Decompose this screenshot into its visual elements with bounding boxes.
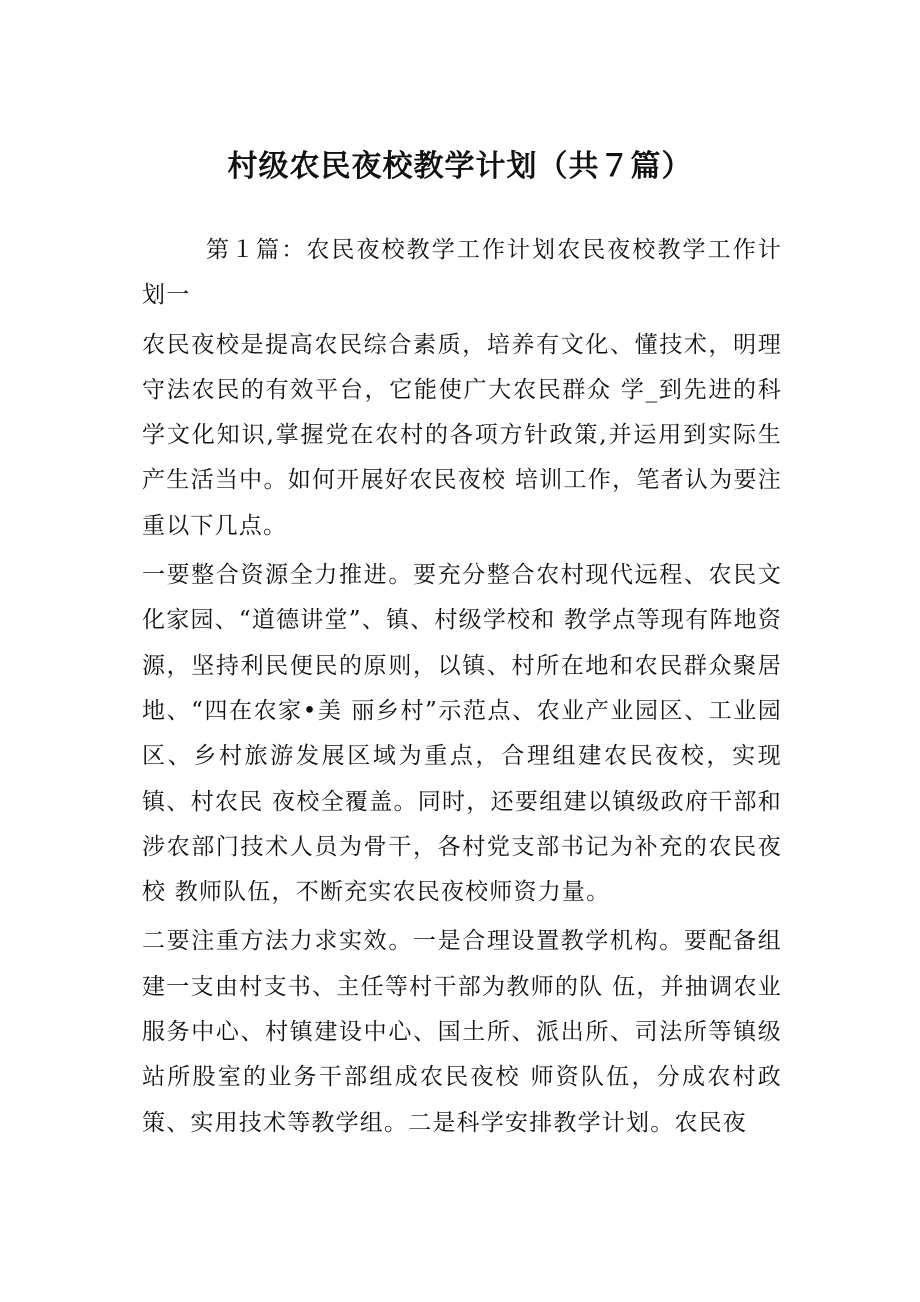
- paragraph-intro: 农民夜校是提高农民综合素质，培养有文化、懂技术，明理守法农民的有效平台，它能使广大农民群众 学_到先进的科学文化知识,掌握党在农村的各项方针政策,并运用到实际生产生活当中。如何开展好农民夜校 培训工作，笔者认为要注重以下几点。: [142, 331, 782, 539]
- paragraph-integrate-resources: 一要整合资源全力推进。要充分整合农村现代远程、农民文化家园、“道德讲堂”、镇、村级学校和 教学点等现有阵地资源，坚持利民便民的原则，以镇、村所在地和农民群众聚居地、“四在农家•美 丽乡村”示范点、农业产业园区、工业园区、乡村旅游发展区域为重点，合理组建农民夜校，实现镇、村农民 夜校全覆盖。同时，还要组建以镇级政府干部和涉农部门技术人员为骨干，各村党支部书记为补充的农民夜校 教师队伍，不断充实农民夜校师资力量。: [142, 562, 782, 906]
- document-title: 村级农民夜校教学计划（共７篇）: [227, 149, 693, 184]
- section-heading: 第１篇：农民夜校教学工作计划农民夜校教学工作计划一: [142, 237, 782, 309]
- document-body: [142, 228, 782, 1150]
- paragraph-methods: 二要注重方法力求实效。一是合理设置教学机构。要配备组建一支由村支书、主任等村干部为教师的队 伍，并抽调农业服务中心、村镇建设中心、国土所、派出所、司法所等镇级站所股室的业务干部组成农民夜校 师资队伍，分成农村政策、实用技术等教学组。二是科学安排教学计划。农民夜: [142, 928, 782, 1136]
